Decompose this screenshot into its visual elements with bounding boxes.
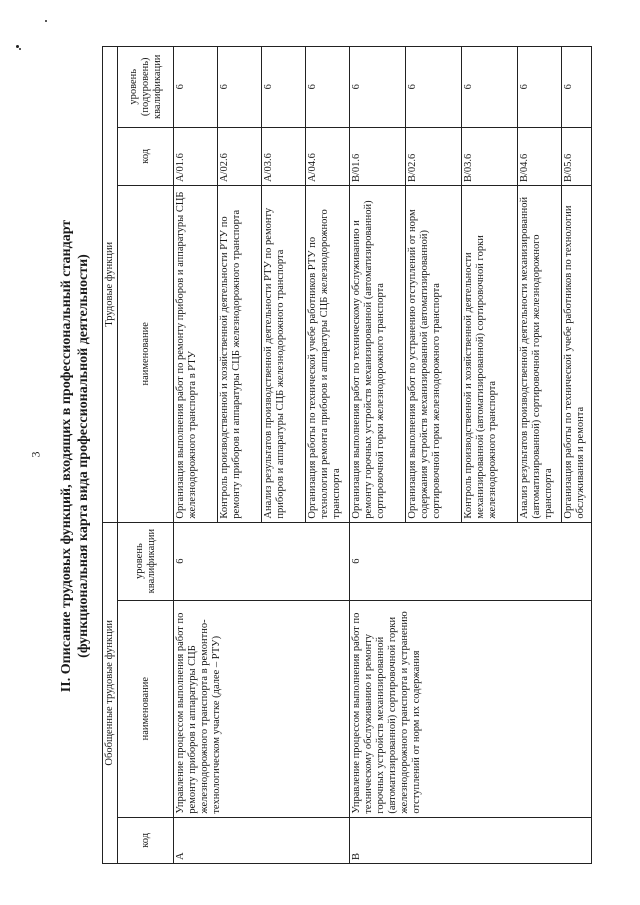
- function-code: B/02.6: [406, 127, 462, 186]
- function-level: 6: [350, 47, 406, 128]
- function-level: 6: [306, 47, 350, 128]
- col-level-header: уровень квалификации: [118, 522, 174, 600]
- scan-speck: [45, 20, 47, 22]
- generalized-code: A: [174, 817, 350, 863]
- function-level: 6: [406, 47, 462, 128]
- scan-speck: [19, 48, 21, 50]
- group-labor-header: Трудовые функции: [103, 47, 118, 523]
- generalized-name: Управление процессом выполнения работ по техническому обслуживанию и ремонту горочных устройств механизированной (автоматизированной) сортировочной горки железнодорожного транспорта и устранению отступлений от норм их содержания: [350, 600, 592, 817]
- function-code: B/01.6: [350, 127, 406, 186]
- function-level: 6: [262, 47, 306, 128]
- function-name: Анализ результатов производственной деятельности механизированной (автоматизированной) сортировочной горки железнодорожного транспорта: [518, 186, 562, 523]
- function-level: 6: [462, 47, 518, 128]
- column-header-row: [118, 47, 174, 864]
- col-sublevel-header: уровень (подуровень) квалификации: [118, 47, 174, 128]
- generalized-level: 6: [350, 522, 592, 600]
- function-code: A/04.6: [306, 127, 350, 186]
- group-generalized-header: Обобщенные трудовые функции: [103, 522, 118, 863]
- col-function-code-header: код: [118, 127, 174, 186]
- generalized-name: Управление процессом выполнения работ по ремонту приборов и аппаратуры СЦБ железнодорожного транспорта в ремонтно-технологическом участке (далее – РТУ): [174, 600, 350, 817]
- function-name: Организация работы по технической учебе работников по технологии обслуживания и ремонта: [562, 186, 592, 523]
- col-function-name-header: наименование: [118, 186, 174, 523]
- function-name: Организация работы по технической учебе работников РТУ по технологии ремонта приборов и аппаратуры СЦБ железнодорожного транспорта: [306, 186, 350, 523]
- function-name: Организация выполнения работ по устранению отступлений от норм содержания устройств механизированной (автоматизированной) сортировочной горки железнодорожного транспорта: [406, 186, 462, 523]
- functional-map-table: [102, 46, 592, 864]
- function-level: 6: [174, 47, 218, 128]
- function-level: 6: [518, 47, 562, 128]
- function-code: A/02.6: [218, 127, 262, 186]
- page-subtitle: (функциональная карта вида профессиональной деятельности): [76, 254, 91, 658]
- function-code: A/03.6: [262, 127, 306, 186]
- rotated-page-content: [58, 46, 598, 866]
- table-row: [174, 47, 218, 864]
- function-code: A/01.6: [174, 127, 218, 186]
- function-code: B/03.6: [462, 127, 518, 186]
- page-number: 3: [28, 451, 43, 458]
- function-name: Анализ результатов производственной деятельности РТУ по ремонту приборов и аппаратуры СЦБ железнодорожного транспорта: [262, 186, 306, 523]
- function-name: Организация выполнения работ по ремонту приборов и аппаратуры СЦБ железнодорожного транспорта в РТУ: [174, 186, 218, 523]
- function-level: 6: [562, 47, 592, 128]
- generalized-code: B: [350, 817, 592, 863]
- table-row: [350, 47, 406, 864]
- function-name: Контроль производственной и хозяйственной деятельности РТУ по ремонту приборов и аппаратуры СЦБ железнодорожного транспорта: [218, 186, 262, 523]
- function-code: B/05.6: [562, 127, 592, 186]
- group-header-row: [103, 47, 118, 864]
- function-name: Организация выполнения работ по техническому обслуживанию и ремонту горочных устройств механизированной (автоматизированной) сортировочной горки железнодорожного транспорта: [350, 186, 406, 523]
- generalized-level: 6: [174, 522, 350, 600]
- function-code: B/04.6: [518, 127, 562, 186]
- col-code-header: код: [118, 817, 174, 863]
- function-name: Контроль производственной и хозяйственной деятельности механизированной (автоматизированной) сортировочной горки железнодорожного транспорта: [462, 186, 518, 523]
- page-title: II. Описание трудовых функций, входящих в профессиональный стандарт: [59, 219, 74, 693]
- function-level: 6: [218, 47, 262, 128]
- col-name-header: наименование: [118, 600, 174, 817]
